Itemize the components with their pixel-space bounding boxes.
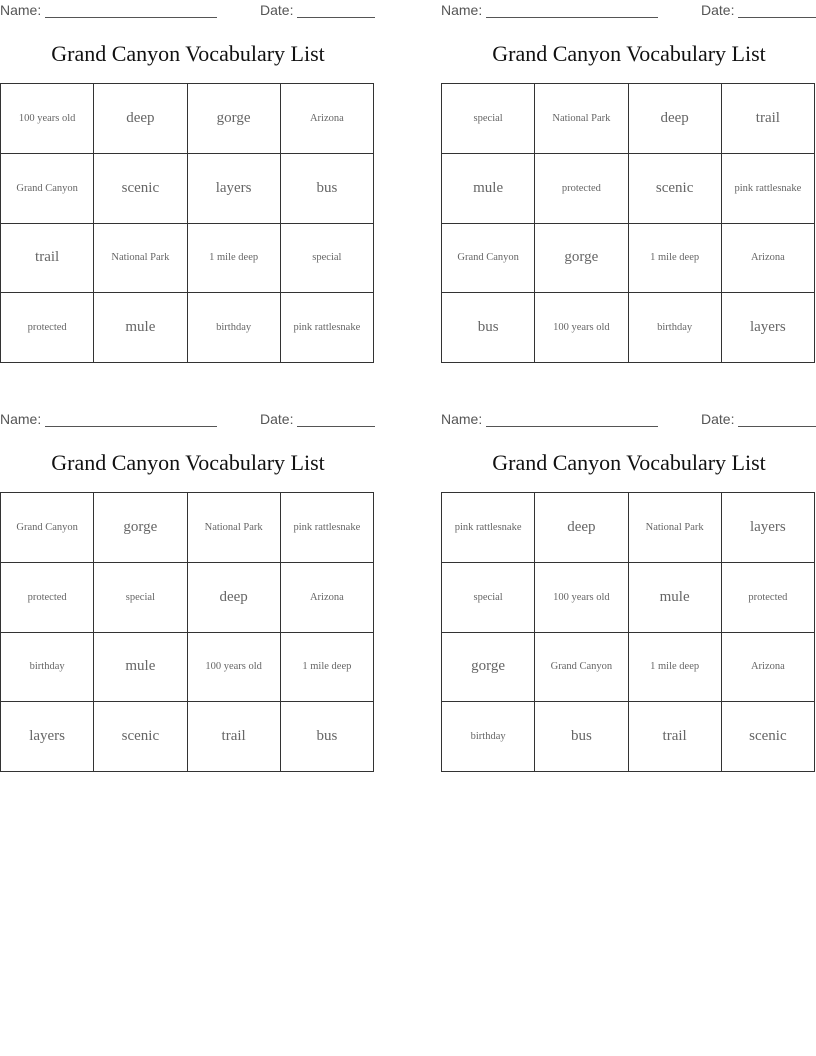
name-blank-line[interactable] bbox=[486, 17, 658, 18]
name-date-row bbox=[0, 2, 376, 20]
vocabulary-cell: pink rattlesnake bbox=[442, 493, 535, 563]
vocabulary-cell: trail bbox=[188, 702, 281, 772]
vocabulary-cell: layers bbox=[722, 493, 815, 563]
vocabulary-cell: scenic bbox=[722, 702, 815, 772]
vocabulary-cell: trail bbox=[629, 702, 722, 772]
name-label: Name: bbox=[441, 411, 483, 427]
card-title: Grand Canyon Vocabulary List bbox=[492, 41, 766, 66]
card-title: Grand Canyon Vocabulary List bbox=[51, 450, 325, 475]
vocabulary-cell: protected bbox=[535, 154, 628, 224]
card-title: Grand Canyon Vocabulary List bbox=[492, 450, 766, 475]
vocabulary-cell: special bbox=[442, 84, 535, 154]
vocabulary-cell: special bbox=[281, 224, 374, 294]
date-blank-line[interactable] bbox=[738, 426, 816, 427]
vocabulary-cell: National Park bbox=[94, 224, 187, 294]
vocabulary-grid bbox=[0, 492, 374, 772]
vocabulary-cell: bus bbox=[281, 154, 374, 224]
vocabulary-cell: birthday bbox=[442, 702, 535, 772]
vocabulary-grid bbox=[0, 83, 374, 363]
vocabulary-cell: deep bbox=[188, 563, 281, 633]
vocabulary-cell: 1 mile deep bbox=[629, 633, 722, 703]
name-blank-line[interactable] bbox=[45, 17, 217, 18]
vocabulary-cell: deep bbox=[94, 84, 187, 154]
name-label: Name: bbox=[0, 2, 42, 18]
vocabulary-cell: scenic bbox=[629, 154, 722, 224]
date-label: Date: bbox=[260, 411, 294, 427]
vocabulary-cell: layers bbox=[1, 702, 94, 772]
vocabulary-cell: bus bbox=[442, 293, 535, 363]
name-label: Name: bbox=[0, 411, 42, 427]
vocabulary-cell: Arizona bbox=[722, 633, 815, 703]
vocabulary-cell: Grand Canyon bbox=[442, 224, 535, 294]
vocabulary-grid bbox=[441, 83, 815, 363]
vocabulary-cell: birthday bbox=[188, 293, 281, 363]
vocabulary-cell: National Park bbox=[188, 493, 281, 563]
date-blank-line[interactable] bbox=[297, 426, 375, 427]
name-date-row bbox=[441, 411, 816, 429]
vocabulary-cell: bus bbox=[535, 702, 628, 772]
vocabulary-cell: pink rattlesnake bbox=[722, 154, 815, 224]
vocabulary-cell: Grand Canyon bbox=[1, 493, 94, 563]
vocabulary-cell: gorge bbox=[442, 633, 535, 703]
vocabulary-cell: 1 mile deep bbox=[281, 633, 374, 703]
vocabulary-cell: mule bbox=[94, 293, 187, 363]
vocabulary-grid bbox=[441, 492, 815, 772]
vocabulary-cell: pink rattlesnake bbox=[281, 493, 374, 563]
vocabulary-cell: Arizona bbox=[281, 84, 374, 154]
vocabulary-cell: 100 years old bbox=[188, 633, 281, 703]
name-date-row bbox=[441, 2, 816, 20]
date-label: Date: bbox=[701, 411, 735, 427]
name-blank-line[interactable] bbox=[486, 426, 658, 427]
vocabulary-cell: mule bbox=[629, 563, 722, 633]
vocabulary-cell: 1 mile deep bbox=[629, 224, 722, 294]
vocabulary-cell: 100 years old bbox=[1, 84, 94, 154]
vocabulary-cell: birthday bbox=[1, 633, 94, 703]
vocabulary-cell: deep bbox=[629, 84, 722, 154]
vocabulary-cell: Arizona bbox=[281, 563, 374, 633]
card-title: Grand Canyon Vocabulary List bbox=[51, 41, 325, 66]
vocabulary-cell: Arizona bbox=[722, 224, 815, 294]
vocabulary-cell: mule bbox=[442, 154, 535, 224]
vocabulary-cell: scenic bbox=[94, 702, 187, 772]
vocabulary-cell: National Park bbox=[629, 493, 722, 563]
vocabulary-cell: layers bbox=[722, 293, 815, 363]
vocabulary-cell: gorge bbox=[535, 224, 628, 294]
vocabulary-cell: trail bbox=[1, 224, 94, 294]
date-blank-line[interactable] bbox=[738, 17, 816, 18]
vocabulary-cell: 1 mile deep bbox=[188, 224, 281, 294]
vocabulary-cell: 100 years old bbox=[535, 563, 628, 633]
vocabulary-cell: protected bbox=[1, 293, 94, 363]
vocabulary-cell: scenic bbox=[94, 154, 187, 224]
vocabulary-cell: layers bbox=[188, 154, 281, 224]
vocabulary-cell: National Park bbox=[535, 84, 628, 154]
vocabulary-cell: pink rattlesnake bbox=[281, 293, 374, 363]
vocabulary-cell: special bbox=[442, 563, 535, 633]
name-date-row bbox=[0, 411, 376, 429]
vocabulary-cell: bus bbox=[281, 702, 374, 772]
vocabulary-cell: mule bbox=[94, 633, 187, 703]
vocabulary-cell: birthday bbox=[629, 293, 722, 363]
vocabulary-cell: protected bbox=[1, 563, 94, 633]
vocabulary-cell: special bbox=[94, 563, 187, 633]
vocabulary-cell: gorge bbox=[188, 84, 281, 154]
date-blank-line[interactable] bbox=[297, 17, 375, 18]
vocabulary-cell: trail bbox=[722, 84, 815, 154]
date-label: Date: bbox=[260, 2, 294, 18]
vocabulary-cell: Grand Canyon bbox=[535, 633, 628, 703]
date-label: Date: bbox=[701, 2, 735, 18]
name-label: Name: bbox=[441, 2, 483, 18]
vocabulary-cell: protected bbox=[722, 563, 815, 633]
vocabulary-cell: Grand Canyon bbox=[1, 154, 94, 224]
vocabulary-cell: gorge bbox=[94, 493, 187, 563]
name-blank-line[interactable] bbox=[45, 426, 217, 427]
vocabulary-cell: 100 years old bbox=[535, 293, 628, 363]
vocabulary-cell: deep bbox=[535, 493, 628, 563]
